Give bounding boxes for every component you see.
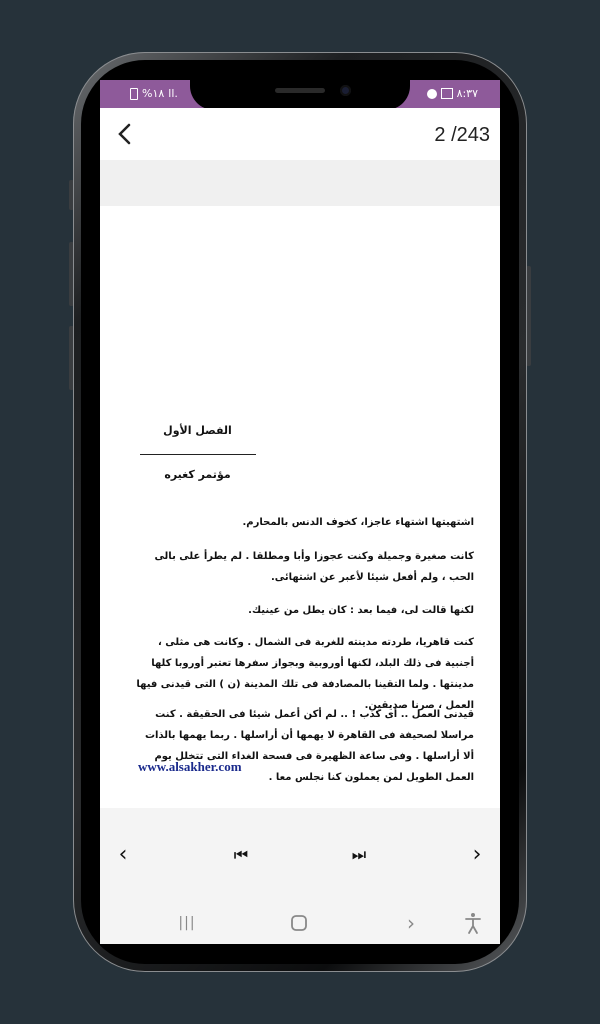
skip-next-icon: ⏭ <box>351 845 367 864</box>
home-icon <box>284 908 314 938</box>
alert-icon <box>427 89 437 99</box>
page-top-margin <box>100 160 500 206</box>
clock: ٨:٣٧ <box>456 87 478 100</box>
home-button[interactable] <box>284 908 314 938</box>
status-left <box>130 87 178 100</box>
page-navigation <box>100 836 500 876</box>
notch <box>190 80 410 110</box>
paragraph: قيدنى العمل .. أى كذب ! .. لم أكن أعمل شيئا فى الحقيقة . كنت مراسلا لصحيفة فى القاهرة لا يهمها أن أراسلها . ربما يهمها بالذات ألا أراسلها . وفى ساعة الظهيرة فى فسحة الغداء التى تتخلل يوم العمل الطويل لمن يعملون كنا نجلس معا . <box>145 709 474 783</box>
accessibility-button[interactable] <box>458 908 488 938</box>
accessibility-icon <box>458 908 488 938</box>
signal-icon: ll. <box>168 87 178 100</box>
prev-page-button[interactable] <box>108 840 138 870</box>
recents-button[interactable] <box>172 908 202 938</box>
page-counter: 2 /243 <box>434 124 490 146</box>
first-page-button[interactable] <box>226 840 256 870</box>
battery-icon <box>130 88 138 100</box>
system-navigation-bar <box>100 902 500 944</box>
chevron-left-icon <box>112 120 140 148</box>
last-page-button[interactable] <box>344 840 374 870</box>
next-page-button[interactable] <box>462 840 492 870</box>
paragraph: كنت قاهريا، طردته مدينته للغربة فى الشمال . وكانت هى مثلى ، أجنبية فى ذلك البلد، لكنها أوروبية وبجواز سفرها تعتبر أوروبا كلها مدينتها . ولما التقينا بالمصادفة فى تلك المدينة (ن ) التى قيدنى فيها العمل ، صرنا صديقين. <box>136 637 474 711</box>
document-page[interactable] <box>100 206 500 808</box>
paragraph: لكنها قالت لى، فيما بعد : كان يطل من عينيك. <box>248 605 474 616</box>
front-camera <box>340 85 351 96</box>
chapter-divider <box>140 454 256 455</box>
app-bar <box>100 108 500 160</box>
watermark-url: www.alsakher.com <box>138 759 242 774</box>
back-button[interactable] <box>112 120 140 148</box>
chevron-right-icon: › <box>472 842 482 867</box>
paragraph: كانت صغيرة وجميلة وكنت عجوزا وأبا ومطلقا . لم يطرأ على بالى الحب ، ولم أفعل شيئا لأعبر عن اشتهائى. <box>154 551 474 583</box>
paragraph: اشتهيتها اشتهاء عاجزا، كخوف الدنس بالمحارم. <box>242 517 474 528</box>
chapter-title: الفصل الأول <box>163 424 232 437</box>
battery-level: %١٨ <box>142 87 165 100</box>
phone-screen <box>100 80 500 944</box>
author-name: مؤتمر كغيره <box>164 468 231 481</box>
chevron-right-icon: › <box>407 911 415 935</box>
status-right <box>427 87 478 100</box>
recents-icon: ||| <box>178 915 196 931</box>
speaker-grille <box>275 88 325 93</box>
chevron-left-icon: ‹ <box>118 842 128 867</box>
skip-previous-icon: ⏮ <box>233 845 249 864</box>
image-icon <box>441 88 453 99</box>
system-back-button[interactable] <box>396 908 426 938</box>
